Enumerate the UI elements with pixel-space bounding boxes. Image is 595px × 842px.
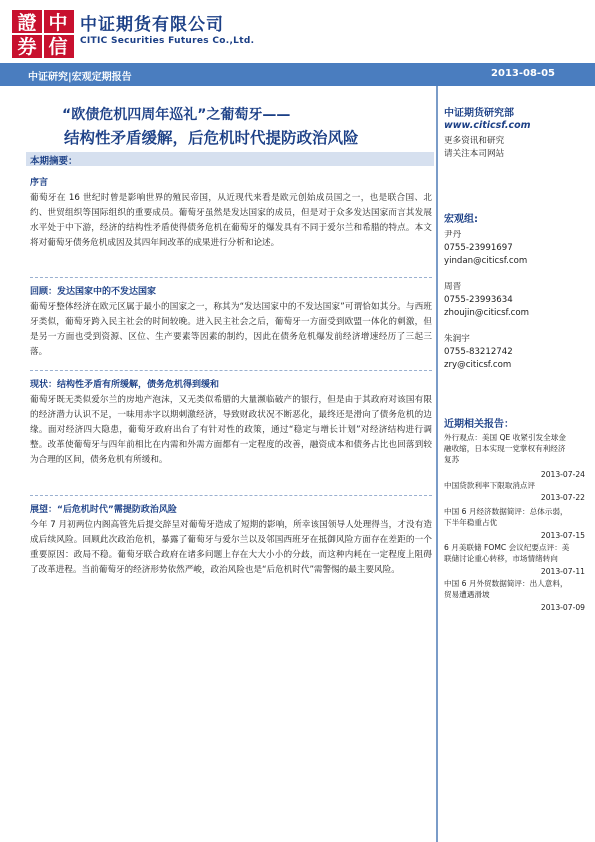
summary-header bbox=[26, 152, 434, 166]
column-divider bbox=[436, 86, 438, 842]
logo-char-2: 證 bbox=[17, 12, 37, 34]
more-info-line2: 请关注本司网站 bbox=[444, 149, 505, 159]
report-title-line1: “欧债危机四周年巡礼”之葡萄牙—— bbox=[62, 107, 291, 123]
report-type: 中证研究|宏观定期报告 bbox=[28, 72, 132, 83]
analyst-name: 朱润宇 bbox=[444, 334, 470, 344]
related-report-date: 2013-07-22 bbox=[540, 493, 585, 502]
section-heading-preface: 序言 bbox=[30, 178, 49, 188]
logo-char-1: 中 bbox=[48, 12, 68, 34]
related-report-title: 外行观点：美国 QE 收紧引发全球金 bbox=[444, 433, 566, 442]
related-report-item[interactable] bbox=[444, 432, 590, 479]
report-title-line2: 结构性矛盾缓解，后危机时代提防政治风险 bbox=[64, 129, 359, 147]
related-report-date: 2013-07-11 bbox=[540, 567, 585, 576]
analyst-name: 周晋 bbox=[444, 282, 462, 292]
analyst-card bbox=[444, 333, 513, 372]
company-name-cn: 中证期货有限公司 bbox=[80, 15, 224, 35]
analyst-phone: 0755-23993634 bbox=[444, 295, 513, 305]
related-report-title: 6 月美联储 FOMC 会议纪要点评：美 bbox=[444, 543, 570, 552]
section-separator bbox=[30, 370, 432, 371]
more-info-line1: 更多资讯和研究 bbox=[444, 136, 505, 146]
analyst-card bbox=[444, 281, 529, 320]
related-report-item[interactable] bbox=[444, 578, 590, 612]
section-heading-review: 回顾：发达国家中的不发达国家 bbox=[30, 287, 157, 297]
related-report-item[interactable] bbox=[444, 542, 590, 576]
logo-char-3: 信 bbox=[48, 36, 68, 58]
analyst-email[interactable]: yindan@citicsf.com bbox=[444, 256, 528, 266]
analyst-phone: 0755-23991697 bbox=[444, 243, 513, 253]
section-body-preface: 葡萄牙在 16 世纪时曾是影响世界的殖民帝国，从近现代来看是欧元创始成员国之一，也是联合国、北约、世贸组织等国际组织的重要成员。葡萄牙虽然是发达国家的成员，但是对于众多发达国家而言其发展水平处于中下游，经济的结构性矛盾使得债务危机在葡萄牙的爆发具有不同于爱尔兰和希腊的特点。本文将对葡萄牙债务危机成因及其四年间改革的成果进行分析和论述。 bbox=[30, 193, 432, 248]
related-report-title: 复苏 bbox=[444, 455, 460, 464]
section-body-outlook: 今年 7 月初两位内阁高管先后提交辞呈对葡萄牙造成了短期的影响，所幸该国领导人处理得当，才没有造成后续风险。回顾此次政治危机，暴露了葡萄牙与爱尔兰以及邻国西班牙在抵御风险方面存在差距的一个重要原因：政局不稳。葡萄牙联合政府在诸多问题上存在大大小小的分歧，而这种内耗在一定程度上阻碍了改革进程。当前葡萄牙的经济形势依然严峻，政治风险也是“后危机时代”需警惕的最主要风险。 bbox=[30, 520, 432, 575]
analyst-phone: 0755-83212742 bbox=[444, 347, 513, 357]
section-heading-status: 现状：结构性矛盾有所缓解，债务危机得到缓和 bbox=[30, 380, 220, 390]
company-logo bbox=[12, 10, 74, 58]
related-report-title: 联储讨论重心转移，市场情绪转向 bbox=[444, 554, 558, 563]
analyst-name: 尹丹 bbox=[444, 230, 462, 240]
research-dept-label: 中证期货研究部 bbox=[444, 108, 514, 119]
related-report-title: 中国贷款利率下限取消点评 bbox=[444, 481, 536, 490]
related-report-title: 中国 6 月外贸数据简评：出人意料， bbox=[444, 579, 568, 588]
company-name-en: CITIC Securities Futures Co.,Ltd. bbox=[80, 36, 255, 46]
summary-label: 本期摘要： bbox=[30, 156, 78, 167]
related-report-date: 2013-07-24 bbox=[540, 470, 585, 479]
related-report-title: 融收缩，日本实现一党掌权有利经济 bbox=[444, 444, 566, 453]
related-report-title: 贸易遭遇滑坡 bbox=[444, 590, 490, 599]
report-date: 2013-08-05 bbox=[491, 68, 555, 79]
section-body-status: 葡萄牙既无类似爱尔兰的房地产泡沫，又无类似希腊的大量濒临破产的银行，但是由于其政府对该国有限的经济潜力认识不足，一味用赤字以期刺激经济，导致财政状况不断恶化，最终还是滑向了债务危机的边缘。面对经济四大隐患，葡萄牙政府出台了有针对性的政策，通过“稳定与增长计划”对经济结构进行调整。改革使葡萄牙与四年前相比在内需和外需方面都有一定程度的改善，融资成本和债务占比也回落到较为合理的区间，债务危机有所缓和。 bbox=[30, 395, 432, 465]
analyst-email[interactable]: zry@citicsf.com bbox=[444, 360, 512, 370]
macro-team-label: 宏观组: bbox=[444, 214, 478, 225]
section-separator bbox=[30, 277, 432, 278]
analyst-card bbox=[444, 229, 527, 268]
section-separator bbox=[30, 495, 432, 496]
related-report-title: 中国 6 月经济数据简评：总体示弱， bbox=[444, 507, 568, 516]
section-body-review: 葡萄牙整体经济在欧元区属于最小的国家之一，称其为“发达国家中的不发达国家”可谓恰如其分。与西班牙类似，葡萄牙跨入民主社会的时间较晚。进入民主社会之后，葡萄牙一方面受到欧盟一体化的刺激，但是另一方面也受到资源、区位、生产要素等因素的制约，因此在债务危机爆发前经济增速经历了三起三落。 bbox=[30, 302, 432, 357]
related-report-date: 2013-07-09 bbox=[540, 603, 585, 612]
report-header-bar bbox=[0, 63, 595, 86]
company-website-link[interactable]: www.citicsf.com bbox=[444, 120, 531, 131]
logo-char-4: 券 bbox=[17, 36, 37, 58]
analyst-email[interactable]: zhoujin@citicsf.com bbox=[444, 308, 530, 318]
related-report-item[interactable] bbox=[444, 506, 590, 540]
related-reports-label: 近期相关报告： bbox=[444, 419, 514, 430]
related-report-title: 下半年稳重占优 bbox=[444, 518, 498, 527]
related-report-item[interactable] bbox=[444, 480, 590, 502]
section-heading-outlook: 展望：“后危机时代”需提防政治风险 bbox=[30, 505, 177, 515]
related-report-date: 2013-07-15 bbox=[540, 531, 585, 540]
